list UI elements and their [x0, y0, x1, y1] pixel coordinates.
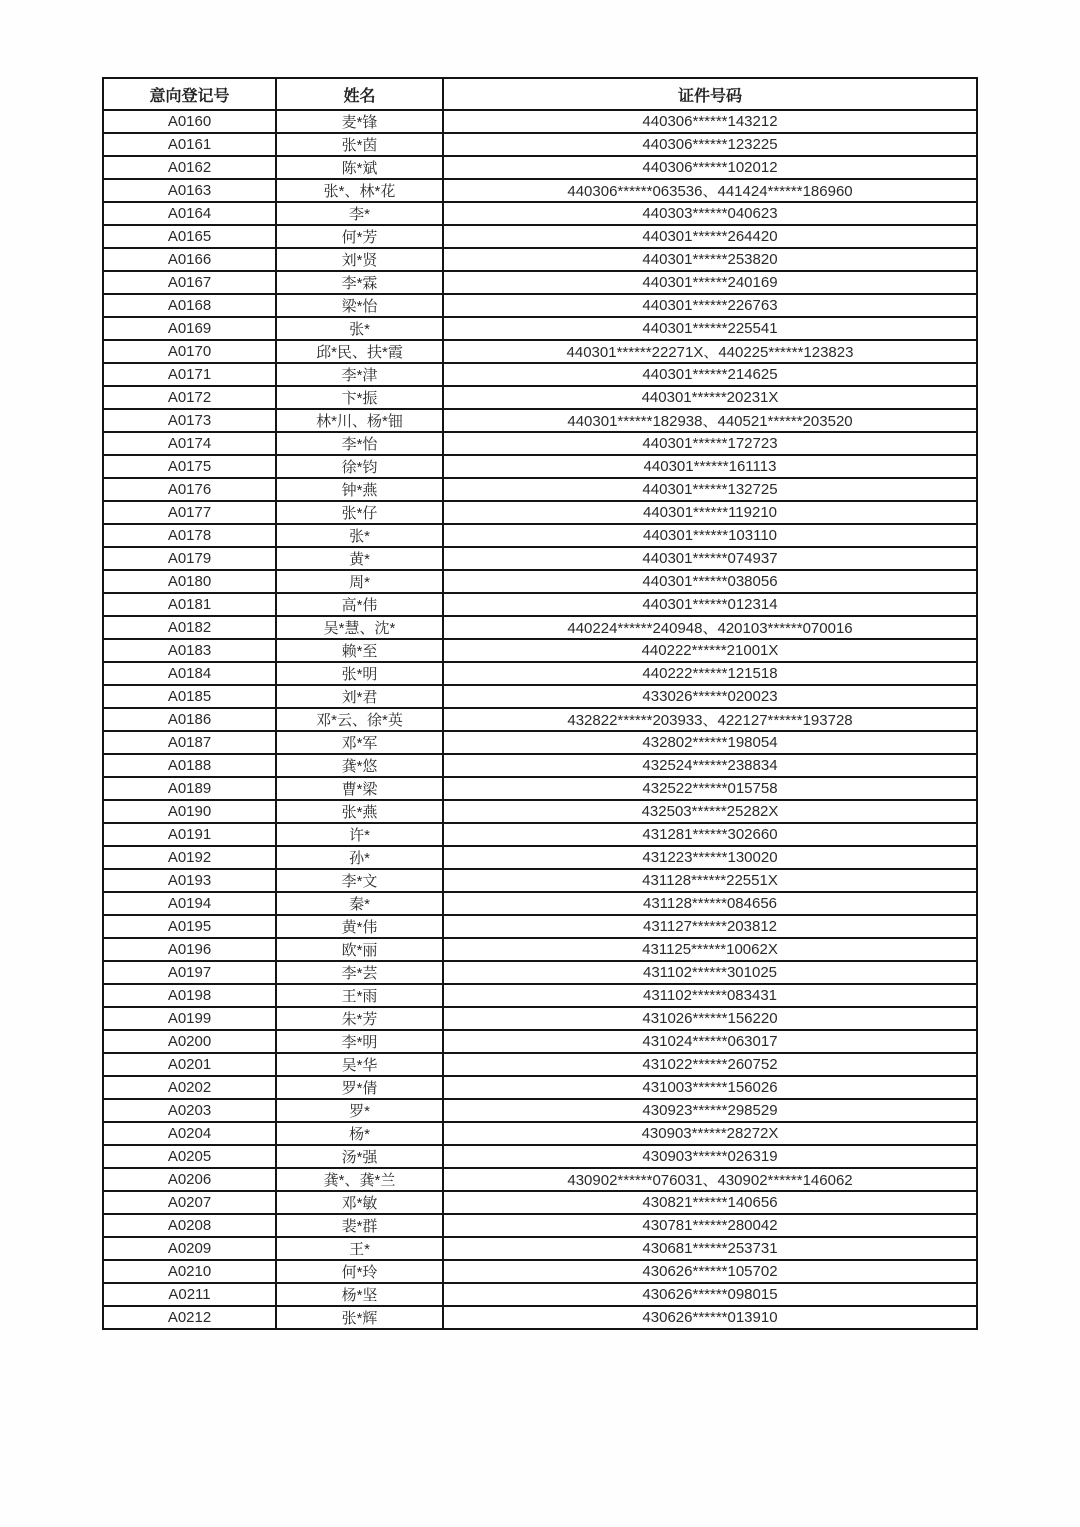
registration-id-cell: A0208 [103, 1214, 276, 1237]
id-number-cell: 440222******121518 [443, 662, 977, 685]
name-cell: 吴*慧、沈* [276, 616, 443, 639]
registration-id-cell: A0182 [103, 616, 276, 639]
table-row [103, 731, 977, 754]
registration-id-cell: A0186 [103, 708, 276, 731]
id-number-cell: 431128******22551X [443, 869, 977, 892]
table-row [103, 846, 977, 869]
id-number-cell: 432802******198054 [443, 731, 977, 754]
id-number-cell: 430903******28272X [443, 1122, 977, 1145]
id-number-cell: 440224******240948、420103******070016 [443, 616, 977, 639]
name-cell: 钟*燕 [276, 478, 443, 501]
name-cell: 龚*悠 [276, 754, 443, 777]
registration-id-cell: A0181 [103, 593, 276, 616]
table-row [103, 708, 977, 731]
name-cell: 黄*伟 [276, 915, 443, 938]
name-cell: 李*明 [276, 1030, 443, 1053]
id-number-cell: 432522******015758 [443, 777, 977, 800]
id-number-cell: 440301******264420 [443, 225, 977, 248]
registration-id-cell: A0202 [103, 1076, 276, 1099]
registration-id-cell: A0211 [103, 1283, 276, 1306]
id-number-cell: 440301******226763 [443, 294, 977, 317]
table-row [103, 892, 977, 915]
name-cell: 邓*军 [276, 731, 443, 754]
table-row [103, 202, 977, 225]
name-cell: 龚*、龚*兰 [276, 1168, 443, 1191]
table-row [103, 593, 977, 616]
table-row [103, 800, 977, 823]
name-cell: 罗* [276, 1099, 443, 1122]
table-row [103, 501, 977, 524]
id-number-cell: 430923******298529 [443, 1099, 977, 1122]
name-cell: 杨*坚 [276, 1283, 443, 1306]
name-cell: 张*、林*花 [276, 179, 443, 202]
registration-id-cell: A0165 [103, 225, 276, 248]
id-number-cell: 440303******040623 [443, 202, 977, 225]
name-cell: 张* [276, 524, 443, 547]
registration-table [102, 77, 978, 1330]
name-cell: 李*文 [276, 869, 443, 892]
table-row [103, 1283, 977, 1306]
table-row [103, 409, 977, 432]
id-number-cell: 431024******063017 [443, 1030, 977, 1053]
table-row [103, 225, 977, 248]
name-cell: 刘*君 [276, 685, 443, 708]
name-cell: 邓*敏 [276, 1191, 443, 1214]
table-row [103, 777, 977, 800]
table-row [103, 823, 977, 846]
registration-id-cell: A0188 [103, 754, 276, 777]
table-row [103, 432, 977, 455]
name-cell: 李*芸 [276, 961, 443, 984]
name-cell: 高*伟 [276, 593, 443, 616]
registration-id-cell: A0175 [103, 455, 276, 478]
name-cell: 李*霖 [276, 271, 443, 294]
table-row [103, 1076, 977, 1099]
registration-id-cell: A0163 [103, 179, 276, 202]
name-cell: 何*玲 [276, 1260, 443, 1283]
name-cell: 李* [276, 202, 443, 225]
registration-id-cell: A0210 [103, 1260, 276, 1283]
table-header-row [103, 78, 977, 110]
id-number-cell: 440301******012314 [443, 593, 977, 616]
table-row [103, 869, 977, 892]
registration-id-cell: A0168 [103, 294, 276, 317]
id-number-cell: 440301******20231X [443, 386, 977, 409]
table-row [103, 1053, 977, 1076]
name-cell: 张*明 [276, 662, 443, 685]
id-number-cell: 440301******074937 [443, 547, 977, 570]
table-row [103, 363, 977, 386]
header-id-number: 证件号码 [443, 78, 977, 110]
registration-id-cell: A0185 [103, 685, 276, 708]
table-row [103, 570, 977, 593]
registration-id-cell: A0183 [103, 639, 276, 662]
registration-id-cell: A0193 [103, 869, 276, 892]
id-number-cell: 440301******103110 [443, 524, 977, 547]
table-row [103, 1099, 977, 1122]
registration-id-cell: A0167 [103, 271, 276, 294]
name-cell: 黄* [276, 547, 443, 570]
name-cell: 张*辉 [276, 1306, 443, 1329]
registration-id-cell: A0212 [103, 1306, 276, 1329]
name-cell: 张* [276, 317, 443, 340]
registration-id-cell: A0177 [103, 501, 276, 524]
id-number-cell: 432524******238834 [443, 754, 977, 777]
id-number-cell: 430902******076031、430902******146062 [443, 1168, 977, 1191]
registration-id-cell: A0206 [103, 1168, 276, 1191]
table-row [103, 156, 977, 179]
table-row [103, 524, 977, 547]
table-row [103, 915, 977, 938]
registration-id-cell: A0201 [103, 1053, 276, 1076]
id-number-cell: 431102******301025 [443, 961, 977, 984]
id-number-cell: 431125******10062X [443, 938, 977, 961]
name-cell: 徐*钧 [276, 455, 443, 478]
name-cell: 李*津 [276, 363, 443, 386]
table-row [103, 478, 977, 501]
registration-id-cell: A0174 [103, 432, 276, 455]
id-number-cell: 440301******214625 [443, 363, 977, 386]
id-number-cell: 440301******161113 [443, 455, 977, 478]
table-row [103, 662, 977, 685]
name-cell: 裴*群 [276, 1214, 443, 1237]
name-cell: 杨* [276, 1122, 443, 1145]
id-number-cell: 430681******253731 [443, 1237, 977, 1260]
table-row [103, 271, 977, 294]
registration-id-cell: A0207 [103, 1191, 276, 1214]
name-cell: 罗*倩 [276, 1076, 443, 1099]
id-number-cell: 440301******22271X、440225******123823 [443, 340, 977, 363]
table-row [103, 317, 977, 340]
id-number-cell: 440301******132725 [443, 478, 977, 501]
name-cell: 王*雨 [276, 984, 443, 1007]
table-row [103, 386, 977, 409]
name-cell: 林*川、杨*钿 [276, 409, 443, 432]
id-number-cell: 440222******21001X [443, 639, 977, 662]
name-cell: 邱*民、扶*霞 [276, 340, 443, 363]
id-number-cell: 431026******156220 [443, 1007, 977, 1030]
header-registration-id: 意向登记号 [103, 78, 276, 110]
registration-id-cell: A0180 [103, 570, 276, 593]
name-cell: 吴*华 [276, 1053, 443, 1076]
id-number-cell: 431281******302660 [443, 823, 977, 846]
id-number-cell: 430903******026319 [443, 1145, 977, 1168]
table-row [103, 984, 977, 1007]
table-row [103, 294, 977, 317]
table-body [103, 110, 977, 1329]
registration-id-cell: A0162 [103, 156, 276, 179]
name-cell: 刘*贤 [276, 248, 443, 271]
id-number-cell: 440301******172723 [443, 432, 977, 455]
name-cell: 张*燕 [276, 800, 443, 823]
table-row [103, 1030, 977, 1053]
table-row [103, 616, 977, 639]
name-cell: 周* [276, 570, 443, 593]
name-cell: 曹*梁 [276, 777, 443, 800]
name-cell: 麦*锋 [276, 110, 443, 133]
registration-id-cell: A0200 [103, 1030, 276, 1053]
registration-id-cell: A0189 [103, 777, 276, 800]
id-number-cell: 432503******25282X [443, 800, 977, 823]
registration-id-cell: A0171 [103, 363, 276, 386]
id-number-cell: 430626******098015 [443, 1283, 977, 1306]
name-cell: 欧*丽 [276, 938, 443, 961]
table-row [103, 1260, 977, 1283]
table-row [103, 455, 977, 478]
id-number-cell: 432822******203933、422127******193728 [443, 708, 977, 731]
registration-id-cell: A0173 [103, 409, 276, 432]
id-number-cell: 431022******260752 [443, 1053, 977, 1076]
id-number-cell: 440301******225541 [443, 317, 977, 340]
id-number-cell: 430821******140656 [443, 1191, 977, 1214]
table-row [103, 938, 977, 961]
name-cell: 张*仔 [276, 501, 443, 524]
registration-id-cell: A0209 [103, 1237, 276, 1260]
table-row [103, 1007, 977, 1030]
registration-id-cell: A0170 [103, 340, 276, 363]
name-cell: 李*怡 [276, 432, 443, 455]
table-row [103, 1168, 977, 1191]
table-row [103, 1191, 977, 1214]
table-row [103, 1237, 977, 1260]
name-cell: 汤*强 [276, 1145, 443, 1168]
registration-id-cell: A0196 [103, 938, 276, 961]
id-number-cell: 440306******102012 [443, 156, 977, 179]
header-name: 姓名 [276, 78, 443, 110]
id-number-cell: 430626******013910 [443, 1306, 977, 1329]
table-row [103, 1214, 977, 1237]
table-row [103, 961, 977, 984]
registration-id-cell: A0204 [103, 1122, 276, 1145]
id-number-cell: 431102******083431 [443, 984, 977, 1007]
name-cell: 梁*怡 [276, 294, 443, 317]
id-number-cell: 431003******156026 [443, 1076, 977, 1099]
registration-id-cell: A0195 [103, 915, 276, 938]
registration-id-cell: A0169 [103, 317, 276, 340]
registration-id-cell: A0166 [103, 248, 276, 271]
name-cell: 何*芳 [276, 225, 443, 248]
table-row [103, 179, 977, 202]
id-number-cell: 440301******038056 [443, 570, 977, 593]
registration-id-cell: A0176 [103, 478, 276, 501]
registration-id-cell: A0178 [103, 524, 276, 547]
table-row [103, 1145, 977, 1168]
registration-id-cell: A0205 [103, 1145, 276, 1168]
registration-id-cell: A0161 [103, 133, 276, 156]
id-number-cell: 440301******119210 [443, 501, 977, 524]
id-number-cell: 430626******105702 [443, 1260, 977, 1283]
id-number-cell: 440306******123225 [443, 133, 977, 156]
name-cell: 孙* [276, 846, 443, 869]
registration-id-cell: A0190 [103, 800, 276, 823]
name-cell: 邓*云、徐*英 [276, 708, 443, 731]
registration-id-cell: A0194 [103, 892, 276, 915]
id-number-cell: 440306******063536、441424******186960 [443, 179, 977, 202]
id-number-cell: 431128******084656 [443, 892, 977, 915]
registration-id-cell: A0199 [103, 1007, 276, 1030]
name-cell: 陈*斌 [276, 156, 443, 179]
registration-id-cell: A0203 [103, 1099, 276, 1122]
registration-id-cell: A0172 [103, 386, 276, 409]
id-number-cell: 440306******143212 [443, 110, 977, 133]
table-row [103, 547, 977, 570]
table-row [103, 754, 977, 777]
table-row [103, 1122, 977, 1145]
id-number-cell: 440301******182938、440521******203520 [443, 409, 977, 432]
registration-id-cell: A0187 [103, 731, 276, 754]
registration-id-cell: A0160 [103, 110, 276, 133]
registration-id-cell: A0191 [103, 823, 276, 846]
name-cell: 朱*芳 [276, 1007, 443, 1030]
id-number-cell: 430781******280042 [443, 1214, 977, 1237]
registration-id-cell: A0198 [103, 984, 276, 1007]
registration-id-cell: A0164 [103, 202, 276, 225]
registration-id-cell: A0179 [103, 547, 276, 570]
name-cell: 王* [276, 1237, 443, 1260]
table-row [103, 1306, 977, 1329]
id-number-cell: 431127******203812 [443, 915, 977, 938]
name-cell: 赖*至 [276, 639, 443, 662]
registration-id-cell: A0184 [103, 662, 276, 685]
name-cell: 张*茵 [276, 133, 443, 156]
name-cell: 卞*振 [276, 386, 443, 409]
name-cell: 许* [276, 823, 443, 846]
id-number-cell: 431223******130020 [443, 846, 977, 869]
table-row [103, 133, 977, 156]
id-number-cell: 440301******240169 [443, 271, 977, 294]
table-row [103, 340, 977, 363]
id-number-cell: 433026******020023 [443, 685, 977, 708]
id-number-cell: 440301******253820 [443, 248, 977, 271]
table-row [103, 248, 977, 271]
name-cell: 秦* [276, 892, 443, 915]
table-row [103, 685, 977, 708]
table-row [103, 639, 977, 662]
registration-id-cell: A0197 [103, 961, 276, 984]
table-row [103, 110, 977, 133]
registration-id-cell: A0192 [103, 846, 276, 869]
